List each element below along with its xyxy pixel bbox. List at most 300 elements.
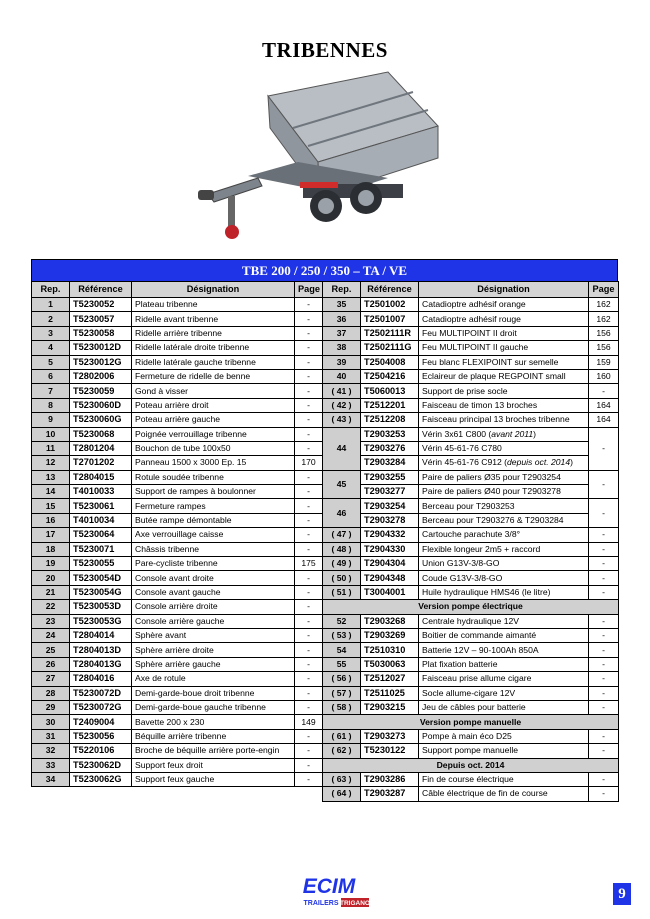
- row-designation: Batterie 12V – 90-100Ah 850A: [419, 643, 589, 657]
- section-header: Depuis oct. 2014: [323, 758, 619, 772]
- row-designation: Axe de rotule: [132, 672, 295, 686]
- row-reference: T2903277: [361, 485, 419, 499]
- row-designation: Butée rampe démontable: [132, 513, 295, 527]
- row-page: -: [589, 744, 619, 758]
- row-reference: T5230060G: [70, 413, 132, 427]
- col-designation: Désignation: [132, 282, 295, 298]
- table-row: [32, 298, 619, 312]
- row-page: -: [589, 787, 619, 801]
- table-row: [32, 571, 619, 585]
- row-designation: Châssis tribenne: [132, 542, 295, 556]
- row-page: 162: [589, 312, 619, 326]
- table-row: [32, 528, 619, 542]
- row-reference: T2904348: [361, 571, 419, 585]
- row-rep: 54: [323, 643, 361, 657]
- row-rep: 16: [32, 513, 70, 527]
- page-number: 9: [613, 883, 631, 905]
- table-row: [32, 413, 619, 427]
- row-rep: 39: [323, 355, 361, 369]
- row-reference: T2502111R: [361, 326, 419, 340]
- table-body: [32, 298, 619, 802]
- row-reference: T5230054D: [70, 571, 132, 585]
- row-reference: T5060013: [361, 384, 419, 398]
- row-page: -: [295, 427, 323, 441]
- row-page: -: [295, 585, 323, 599]
- row-reference: T5230062D: [70, 758, 132, 772]
- table-row: [32, 470, 619, 484]
- table-row: [32, 312, 619, 326]
- row-designation: Eclaireur de plaque REGPOINT small: [419, 369, 589, 383]
- table-row: [32, 657, 619, 671]
- row-rep: 24: [32, 628, 70, 642]
- row-rep: 32: [32, 744, 70, 758]
- row-page: -: [589, 571, 619, 585]
- row-rep: ( 42 ): [323, 398, 361, 412]
- row-designation: Feu MULTIPOINT II gauche: [419, 341, 589, 355]
- row-reference: T2903269: [361, 628, 419, 642]
- table-row: [32, 787, 619, 801]
- row-page: 170: [295, 456, 323, 470]
- row-designation: Sphère arrière droite: [132, 643, 295, 657]
- row-rep: ( 48 ): [323, 542, 361, 556]
- row-page: -: [295, 355, 323, 369]
- row-designation: Centrale hydraulique 12V: [419, 614, 589, 628]
- row-designation: Sphère avant: [132, 628, 295, 642]
- row-rep: 40: [323, 369, 361, 383]
- row-designation: Huile hydraulique HMS46 (le litre): [419, 585, 589, 599]
- row-rep: ( 53 ): [323, 628, 361, 642]
- table-row: [32, 758, 619, 772]
- row-reference: T2502111G: [361, 341, 419, 355]
- col-page-2: Page: [589, 282, 619, 298]
- row-page: -: [589, 542, 619, 556]
- row-designation: Vérin 3x61 C800 (avant 2011): [419, 427, 589, 441]
- row-designation: Console arrière droite: [132, 600, 295, 614]
- row-rep: 37: [323, 326, 361, 340]
- table-row: [32, 772, 619, 786]
- row-designation: Sphère arrière gauche: [132, 657, 295, 671]
- row-designation: Paire de paliers Ø40 pour T2903278: [419, 485, 589, 499]
- row-reference: T2903284: [361, 456, 419, 470]
- row-designation: Demi-garde-boue gauche tribenne: [132, 700, 295, 714]
- table-row: [32, 614, 619, 628]
- row-rep: ( 63 ): [323, 772, 361, 786]
- row-rep: 35: [323, 298, 361, 312]
- row-page: -: [295, 643, 323, 657]
- row-designation: Pare-cycliste tribenne: [132, 557, 295, 571]
- row-rep: 8: [32, 398, 70, 412]
- table-row: [32, 326, 619, 340]
- row-rep: 31: [32, 729, 70, 743]
- row-designation: Ridelle arrière tribenne: [132, 326, 295, 340]
- row-page: -: [295, 729, 323, 743]
- row-designation: Support pompe manuelle: [419, 744, 589, 758]
- row-designation: Ridelle avant tribenne: [132, 312, 295, 326]
- row-page: -: [295, 758, 323, 772]
- row-page: -: [295, 700, 323, 714]
- table-header-row: [32, 282, 619, 298]
- row-designation: Catadioptre adhésif orange: [419, 298, 589, 312]
- table-row: [32, 427, 619, 441]
- col-reference: Référence: [70, 282, 132, 298]
- row-reference: T2501007: [361, 312, 419, 326]
- table-banner: TBE 200 / 250 / 350 – TA / VE: [31, 259, 618, 281]
- row-reference: T5230052: [70, 298, 132, 312]
- row-reference: T2804014: [70, 628, 132, 642]
- row-rep: 27: [32, 672, 70, 686]
- row-reference: T2804013D: [70, 643, 132, 657]
- row-page: -: [295, 628, 323, 642]
- row-designation: Support feux droit: [132, 758, 295, 772]
- row-reference: T2501002: [361, 298, 419, 312]
- row-page: -: [589, 729, 619, 743]
- row-page: 164: [589, 413, 619, 427]
- trailer-illustration: [188, 66, 448, 256]
- row-designation: Socle allume-cigare 12V: [419, 686, 589, 700]
- empty-cell: [32, 787, 323, 801]
- row-reference: T5230012G: [70, 355, 132, 369]
- page-title: TRIBENNES: [262, 38, 388, 62]
- col-designation-2: Désignation: [419, 282, 589, 298]
- row-page: -: [589, 427, 619, 470]
- row-reference: T5230058: [70, 326, 132, 340]
- table-row: [32, 672, 619, 686]
- table-row: [32, 700, 619, 714]
- row-rep: 25: [32, 643, 70, 657]
- row-reference: T2804016: [70, 672, 132, 686]
- row-reference: T2801204: [70, 441, 132, 455]
- row-designation: Union G13V-3/8-GO: [419, 557, 589, 571]
- row-reference: T5220106: [70, 744, 132, 758]
- row-page: 156: [589, 326, 619, 340]
- row-rep: ( 61 ): [323, 729, 361, 743]
- row-reference: T2504216: [361, 369, 419, 383]
- row-reference: T5230072D: [70, 686, 132, 700]
- row-reference: T5230059: [70, 384, 132, 398]
- row-page: -: [589, 657, 619, 671]
- row-designation: Axe verrouillage caisse: [132, 528, 295, 542]
- row-reference: T2511025: [361, 686, 419, 700]
- row-rep: 45: [323, 470, 361, 499]
- row-rep: 5: [32, 355, 70, 369]
- row-designation: Cartouche parachute 3/8°: [419, 528, 589, 542]
- row-rep: 7: [32, 384, 70, 398]
- row-designation: Feu MULTIPOINT II droit: [419, 326, 589, 340]
- row-reference: T3004001: [361, 585, 419, 599]
- row-designation: Demi-garde-boue droit tribenne: [132, 686, 295, 700]
- row-designation: Gond à visser: [132, 384, 295, 398]
- row-rep: 20: [32, 571, 70, 585]
- row-page: -: [295, 441, 323, 455]
- row-rep: ( 49 ): [323, 557, 361, 571]
- row-page: 164: [589, 398, 619, 412]
- table-row: [32, 585, 619, 599]
- row-designation: Plateau tribenne: [132, 298, 295, 312]
- col-reference-2: Référence: [361, 282, 419, 298]
- parts-table: [31, 259, 618, 802]
- table-row: [32, 715, 619, 729]
- row-reference: T2512208: [361, 413, 419, 427]
- row-designation: Panneau 1500 x 3000 Ep. 15: [132, 456, 295, 470]
- row-reference: T2903268: [361, 614, 419, 628]
- row-page: -: [295, 413, 323, 427]
- row-rep: 2: [32, 312, 70, 326]
- row-rep: ( 41 ): [323, 384, 361, 398]
- row-page: -: [589, 686, 619, 700]
- row-reference: T5230056: [70, 729, 132, 743]
- row-reference: T5230071: [70, 542, 132, 556]
- row-reference: T2804013G: [70, 657, 132, 671]
- row-rep: 26: [32, 657, 70, 671]
- row-rep: 1: [32, 298, 70, 312]
- row-designation: Béquille arrière tribenne: [132, 729, 295, 743]
- row-rep: 11: [32, 441, 70, 455]
- row-rep: 33: [32, 758, 70, 772]
- row-reference: T2804015: [70, 470, 132, 484]
- row-rep: 9: [32, 413, 70, 427]
- row-reference: T4010034: [70, 513, 132, 527]
- row-reference: T5230055: [70, 557, 132, 571]
- row-page: -: [589, 585, 619, 599]
- row-rep: ( 64 ): [323, 787, 361, 801]
- table-row: [32, 355, 619, 369]
- row-rep: ( 57 ): [323, 686, 361, 700]
- row-rep: 29: [32, 700, 70, 714]
- row-rep: 36: [323, 312, 361, 326]
- table-row: [32, 557, 619, 571]
- row-rep: ( 56 ): [323, 672, 361, 686]
- row-rep: 17: [32, 528, 70, 542]
- row-reference: T2903215: [361, 700, 419, 714]
- row-page: 156: [589, 341, 619, 355]
- row-designation: Faisceau principal 13 broches tribenne: [419, 413, 589, 427]
- table-row: [32, 744, 619, 758]
- row-reference: T5230064: [70, 528, 132, 542]
- row-designation: Flexible longeur 2m5 + raccord: [419, 542, 589, 556]
- row-reference: T2903255: [361, 470, 419, 484]
- row-designation: Support de rampes à boulonner: [132, 485, 295, 499]
- row-designation: Faisceau de timon 13 broches: [419, 398, 589, 412]
- row-rep: 23: [32, 614, 70, 628]
- row-page: -: [589, 643, 619, 657]
- row-designation: Console avant gauche: [132, 585, 295, 599]
- row-designation: Support feux gauche: [132, 772, 295, 786]
- row-page: -: [295, 369, 323, 383]
- svg-text:TRAILERS: TRAILERS: [303, 900, 339, 907]
- row-page: -: [295, 326, 323, 340]
- parts-grid: [31, 281, 619, 802]
- row-rep: 6: [32, 369, 70, 383]
- col-rep: Rep.: [32, 282, 70, 298]
- row-designation: Fermeture de ridelle de benne: [132, 369, 295, 383]
- row-rep: 22: [32, 600, 70, 614]
- row-rep: 18: [32, 542, 70, 556]
- row-page: -: [295, 744, 323, 758]
- section-header: Version pompe manuelle: [323, 715, 619, 729]
- row-rep: 55: [323, 657, 361, 671]
- svg-text:ECIM: ECIM: [302, 875, 356, 898]
- row-page: -: [295, 542, 323, 556]
- row-page: -: [295, 772, 323, 786]
- row-reference: T5230061: [70, 499, 132, 513]
- row-page: -: [295, 657, 323, 671]
- row-page: -: [589, 557, 619, 571]
- row-designation: Coude G13V-3/8-GO: [419, 571, 589, 585]
- table-row: [32, 398, 619, 412]
- row-reference: T2701202: [70, 456, 132, 470]
- row-designation: Câble électrique de fin de course: [419, 787, 589, 801]
- table-row: [32, 542, 619, 556]
- row-designation: Vérin 45-61-76 C780: [419, 441, 589, 455]
- row-designation: Pompe à main éco D25: [419, 729, 589, 743]
- row-designation: Ridelle latérale droite tribenne: [132, 341, 295, 355]
- row-page: 162: [589, 298, 619, 312]
- row-page: 175: [295, 557, 323, 571]
- row-rep: ( 50 ): [323, 571, 361, 585]
- table-row: [32, 499, 619, 513]
- row-rep: 44: [323, 427, 361, 470]
- row-page: -: [589, 528, 619, 542]
- row-reference: T2510310: [361, 643, 419, 657]
- row-page: -: [295, 528, 323, 542]
- row-designation: Poteau arrière gauche: [132, 413, 295, 427]
- row-designation: Broche de béquille arrière porte-engin: [132, 744, 295, 758]
- ecim-logo: [285, 873, 373, 909]
- row-designation: Console avant droite: [132, 571, 295, 585]
- row-page: -: [295, 398, 323, 412]
- row-rep: ( 43 ): [323, 413, 361, 427]
- row-rep: 30: [32, 715, 70, 729]
- row-reference: T5230122: [361, 744, 419, 758]
- row-rep: 21: [32, 585, 70, 599]
- row-reference: T4010033: [70, 485, 132, 499]
- row-rep: 19: [32, 557, 70, 571]
- row-reference: T2904332: [361, 528, 419, 542]
- row-reference: T2903273: [361, 729, 419, 743]
- row-designation: Poignée verrouillage tribenne: [132, 427, 295, 441]
- row-designation: Feu blanc FLEXIPOINT sur semelle: [419, 355, 589, 369]
- section-header: Version pompe électrique: [323, 600, 619, 614]
- table-row: [32, 686, 619, 700]
- row-page: -: [589, 384, 619, 398]
- table-row: [32, 643, 619, 657]
- row-designation: Plat fixation batterie: [419, 657, 589, 671]
- row-designation: Bavette 200 x 230: [132, 715, 295, 729]
- row-page: -: [589, 772, 619, 786]
- row-rep: 10: [32, 427, 70, 441]
- row-designation: Ridelle latérale gauche tribenne: [132, 355, 295, 369]
- row-reference: T2504008: [361, 355, 419, 369]
- row-page: -: [295, 513, 323, 527]
- row-page: -: [295, 499, 323, 513]
- row-rep: ( 58 ): [323, 700, 361, 714]
- row-page: -: [295, 298, 323, 312]
- row-designation: Paire de paliers Ø35 pour T2903254: [419, 470, 589, 484]
- row-designation: Bouchon de tube 100x50: [132, 441, 295, 455]
- row-page: 160: [589, 369, 619, 383]
- row-rep: 15: [32, 499, 70, 513]
- row-designation: Boitier de commande aimanté: [419, 628, 589, 642]
- row-reference: T5230072G: [70, 700, 132, 714]
- table-row: [32, 341, 619, 355]
- row-page: -: [589, 628, 619, 642]
- row-reference: T5230012D: [70, 341, 132, 355]
- row-page: 149: [295, 715, 323, 729]
- row-rep: 52: [323, 614, 361, 628]
- row-designation: Rotule soudée tribenne: [132, 470, 295, 484]
- table-row: [32, 369, 619, 383]
- row-page: -: [589, 499, 619, 528]
- row-reference: T2903276: [361, 441, 419, 455]
- col-rep-2: Rep.: [323, 282, 361, 298]
- row-reference: T2904330: [361, 542, 419, 556]
- row-rep: 14: [32, 485, 70, 499]
- row-rep: 12: [32, 456, 70, 470]
- row-page: -: [295, 485, 323, 499]
- row-reference: T5230060D: [70, 398, 132, 412]
- row-designation: Vérin 45-61-76 C912 (depuis oct. 2014): [419, 456, 589, 470]
- row-page: -: [589, 614, 619, 628]
- row-rep: 34: [32, 772, 70, 786]
- row-reference: T5230057: [70, 312, 132, 326]
- row-page: -: [295, 686, 323, 700]
- row-designation: Catadioptre adhésif rouge: [419, 312, 589, 326]
- row-reference: T2904304: [361, 557, 419, 571]
- table-row: [32, 384, 619, 398]
- row-reference: T5030063: [361, 657, 419, 671]
- table-row: [32, 729, 619, 743]
- row-reference: T2512201: [361, 398, 419, 412]
- row-reference: T5230054G: [70, 585, 132, 599]
- row-reference: T5230053D: [70, 600, 132, 614]
- row-reference: T2512027: [361, 672, 419, 686]
- row-page: -: [295, 614, 323, 628]
- row-designation: Faisceau prise allume cigare: [419, 672, 589, 686]
- row-reference: T5230068: [70, 427, 132, 441]
- row-reference: T2903253: [361, 427, 419, 441]
- row-reference: T2903278: [361, 513, 419, 527]
- row-rep: 4: [32, 341, 70, 355]
- row-designation: Jeu de câbles pour batterie: [419, 700, 589, 714]
- row-rep: 28: [32, 686, 70, 700]
- row-reference: T2903254: [361, 499, 419, 513]
- col-page: Page: [295, 282, 323, 298]
- row-page: -: [295, 470, 323, 484]
- row-page: -: [589, 672, 619, 686]
- row-page: 159: [589, 355, 619, 369]
- row-reference: T5230053G: [70, 614, 132, 628]
- row-reference: T2802006: [70, 369, 132, 383]
- svg-text:TRIGANO: TRIGANO: [340, 900, 370, 907]
- row-rep: ( 47 ): [323, 528, 361, 542]
- row-rep: 38: [323, 341, 361, 355]
- table-row: [32, 628, 619, 642]
- row-designation: Berceau pour T2903253: [419, 499, 589, 513]
- row-rep: ( 62 ): [323, 744, 361, 758]
- row-designation: Fin de course électrique: [419, 772, 589, 786]
- row-rep: ( 51 ): [323, 585, 361, 599]
- row-reference: T2903287: [361, 787, 419, 801]
- row-reference: T2903286: [361, 772, 419, 786]
- row-designation: Support de prise socle: [419, 384, 589, 398]
- row-page: -: [295, 600, 323, 614]
- row-page: -: [295, 384, 323, 398]
- row-designation: Fermeture rampes: [132, 499, 295, 513]
- row-page: -: [295, 571, 323, 585]
- row-page: -: [589, 470, 619, 499]
- row-page: -: [295, 672, 323, 686]
- row-reference: T2409004: [70, 715, 132, 729]
